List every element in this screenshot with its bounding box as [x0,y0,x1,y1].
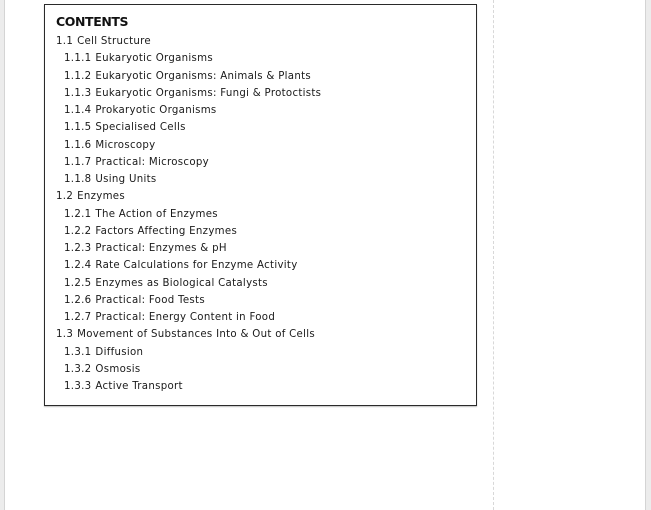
toc-item-number: 1.3.2 [64,363,92,375]
document-page [4,0,646,510]
toc-item-number: 1.1.5 [64,122,92,134]
toc-item-number: 1.1.3 [64,87,92,99]
toc-item-number: 1.1.1 [64,53,92,65]
toc-subsection-link[interactable] [56,378,321,395]
toc-section-link[interactable] [56,188,321,205]
toc-subsection-link[interactable] [56,344,321,361]
toc-subsection-link[interactable] [56,223,321,240]
toc-item-label: Factors Affecting Enzymes [95,225,238,237]
toc-item-number: 1.2.1 [64,208,92,220]
toc-item-label: Prokaryotic Organisms [95,105,217,116]
toc-item-label: Eukaryotic Organisms [95,53,213,65]
toc-subsection-link[interactable] [56,275,321,292]
toc-subsection-link[interactable] [56,257,321,274]
toc-item-number: 1.1 [56,36,74,47]
toc-item-label: Eukaryotic Organisms: Fungi & Protoctists [95,87,322,99]
contents-list [56,33,321,395]
toc-item-label: Practical: Energy Content in Food [95,312,276,323]
toc-item-number: 1.1.2 [64,70,92,82]
toc-item-number: 1.2.4 [64,260,92,272]
toc-item-number: 1.1.8 [64,174,92,185]
toc-item-label: Practical: Enzymes & pH [95,243,227,254]
toc-item-number: 1.1.4 [64,105,92,116]
toc-item-number: 1.2.3 [64,243,92,254]
toc-subsection-link[interactable] [56,206,321,223]
toc-subsection-link[interactable] [56,240,321,257]
toc-item-label: Rate Calculations for Enzyme Activity [95,260,298,272]
toc-item-label: Microscopy [95,139,156,151]
toc-section-link[interactable] [56,326,321,343]
toc-item-label: Eukaryotic Organisms: Animals & Plants [95,70,311,82]
toc-item-label: Practical: Food Tests [95,294,205,306]
toc-item-label: Practical: Microscopy [95,156,209,168]
toc-subsection-link[interactable] [56,119,321,136]
toc-item-number: 1.2.5 [64,277,92,289]
toc-item-number: 1.2.6 [64,294,92,306]
toc-item-label: Specialised Cells [95,122,186,134]
toc-subsection-link[interactable] [56,137,321,154]
toc-item-label: Using Units [95,174,157,185]
toc-item-number: 1.2.7 [64,312,92,323]
toc-item-number: 1.3 [56,329,74,341]
toc-subsection-link[interactable] [56,102,321,119]
toc-section-link[interactable] [56,33,321,50]
toc-item-label: Diffusion [95,346,144,358]
toc-item-label: The Action of Enzymes [95,208,218,220]
toc-item-number: 1.1.6 [64,139,92,151]
toc-subsection-link[interactable] [56,361,321,378]
contents-title: CONTENTS [56,14,129,29]
toc-subsection-link[interactable] [56,292,321,309]
toc-subsection-link[interactable] [56,154,321,171]
toc-item-number: 1.3.3 [64,381,92,392]
toc-subsection-link[interactable] [56,68,321,85]
toc-item-number: 1.2.2 [64,225,92,237]
toc-item-label: Enzymes [77,191,125,203]
toc-item-label: Osmosis [95,363,141,375]
toc-item-label: Cell Structure [77,36,151,47]
toc-item-label: Enzymes as Biological Catalysts [95,277,268,289]
toc-subsection-link[interactable] [56,309,321,326]
toc-item-number: 1.3.1 [64,346,92,358]
contents-box [44,4,477,406]
toc-item-label: Movement of Substances Into & Out of Cells [77,329,315,341]
toc-subsection-link[interactable] [56,171,321,188]
toc-item-number: 1.2 [56,191,74,203]
toc-subsection-link[interactable] [56,50,321,67]
toc-item-number: 1.1.7 [64,156,92,168]
margin-guide [493,0,494,510]
toc-item-label: Active Transport [95,381,183,392]
toc-subsection-link[interactable] [56,85,321,102]
